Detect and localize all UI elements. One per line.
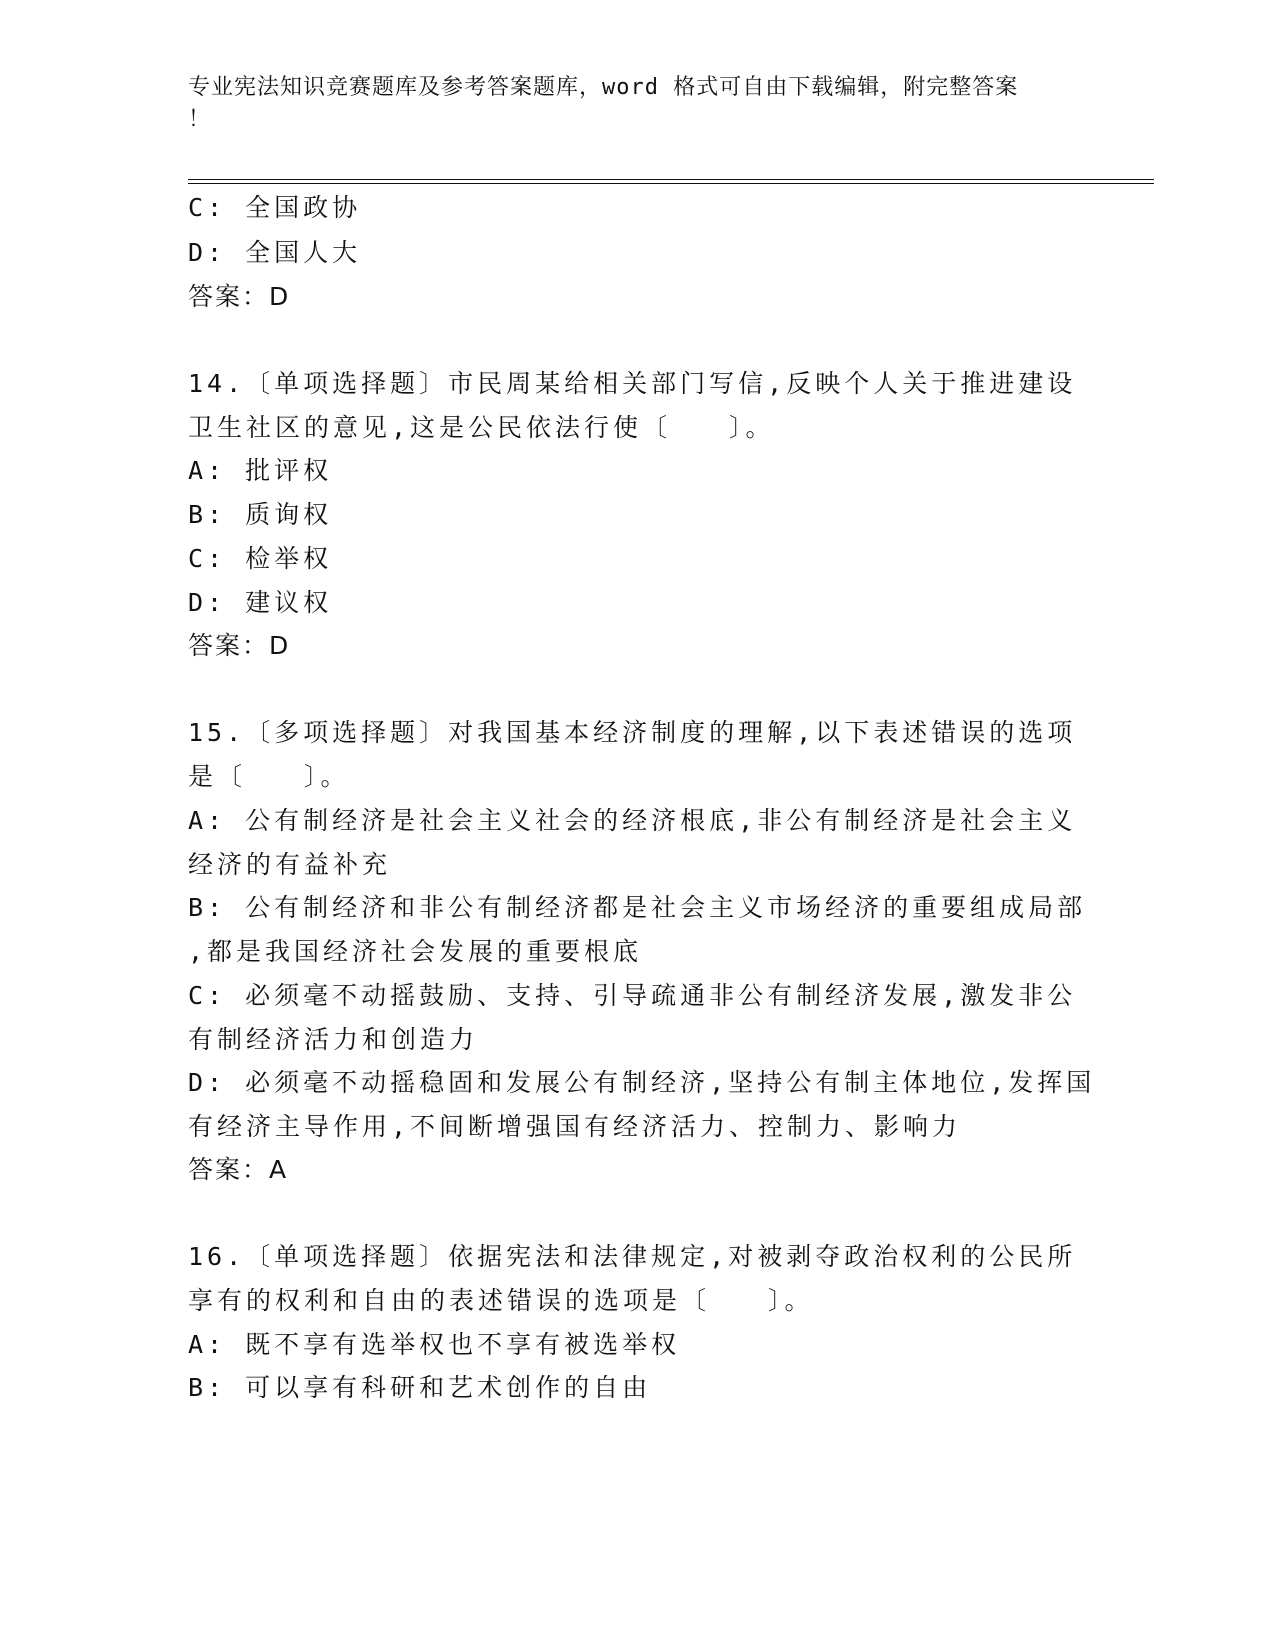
- question-15-option-c-line-2: 有制经济活力和创造力: [188, 1025, 479, 1054]
- question-15-option-a-line-1: A: 公有制经济是社会主义社会的经济根底,非公有制经济是社会主义: [188, 806, 1077, 835]
- question-14-option-c: C: 检举权: [188, 544, 333, 573]
- header-line-1: 专业宪法知识竞赛题库及参考答案题库，word 格式可自由下载编辑，附完整答案: [188, 75, 1019, 100]
- question-15-option-b-line-2: ,都是我国经济社会发展的重要根底: [188, 937, 643, 966]
- option-d: D: 全国人大: [188, 238, 362, 267]
- question-15-option-a-line-2: 经济的有益补充: [188, 850, 392, 879]
- question-14-option-b: B: 质询权: [188, 500, 333, 529]
- header-divider-top: [188, 179, 1154, 180]
- answer-14: 答案：D: [188, 631, 291, 660]
- header-divider-bottom: [188, 183, 1154, 184]
- question-15-stem-line-1: 15.〔多项选择题〕对我国基本经济制度的理解,以下表述错误的选项: [188, 718, 1077, 747]
- question-15-stem-line-2: 是〔 〕。: [188, 762, 350, 791]
- question-14-stem-line-2: 卫生社区的意见,这是公民依法行使〔 〕。: [188, 413, 775, 442]
- question-16-option-a: A: 既不享有选举权也不享有被选举权: [188, 1330, 681, 1359]
- question-16-option-b: B: 可以享有科研和艺术创作的自由: [188, 1373, 652, 1402]
- question-15-option-b-line-1: B: 公有制经济和非公有制经济都是社会主义市场经济的重要组成局部: [188, 893, 1087, 922]
- question-15-option-c-line-1: C: 必须毫不动摇鼓励、支持、引导疏通非公有制经济发展,激发非公: [188, 981, 1077, 1010]
- question-16-stem-line-2: 享有的权利和自由的表述错误的选项是〔 〕。: [188, 1286, 814, 1315]
- question-14-option-d: D: 建议权: [188, 588, 333, 617]
- question-14-option-a: A: 批评权: [188, 456, 333, 485]
- question-15-option-d-line-2: 有经济主导作用,不间断增强国有经济活力、控制力、影响力: [188, 1112, 962, 1141]
- header-line-2: ！: [188, 107, 212, 132]
- question-15-option-d-line-1: D: 必须毫不动摇稳固和发展公有制经济,坚持公有制主体地位,发挥国: [188, 1068, 1096, 1097]
- answer-15: 答案：A: [188, 1155, 289, 1184]
- document-header: [188, 72, 1068, 136]
- question-14-stem-line-1: 14.〔单项选择题〕市民周某给相关部门写信,反映个人关于推进建设: [188, 369, 1077, 398]
- question-16-stem-line-1: 16.〔单项选择题〕依据宪法和法律规定,对被剥夺政治权利的公民所: [188, 1242, 1077, 1271]
- option-c: C: 全国政协: [188, 193, 362, 222]
- answer-13: 答案：D: [188, 282, 291, 311]
